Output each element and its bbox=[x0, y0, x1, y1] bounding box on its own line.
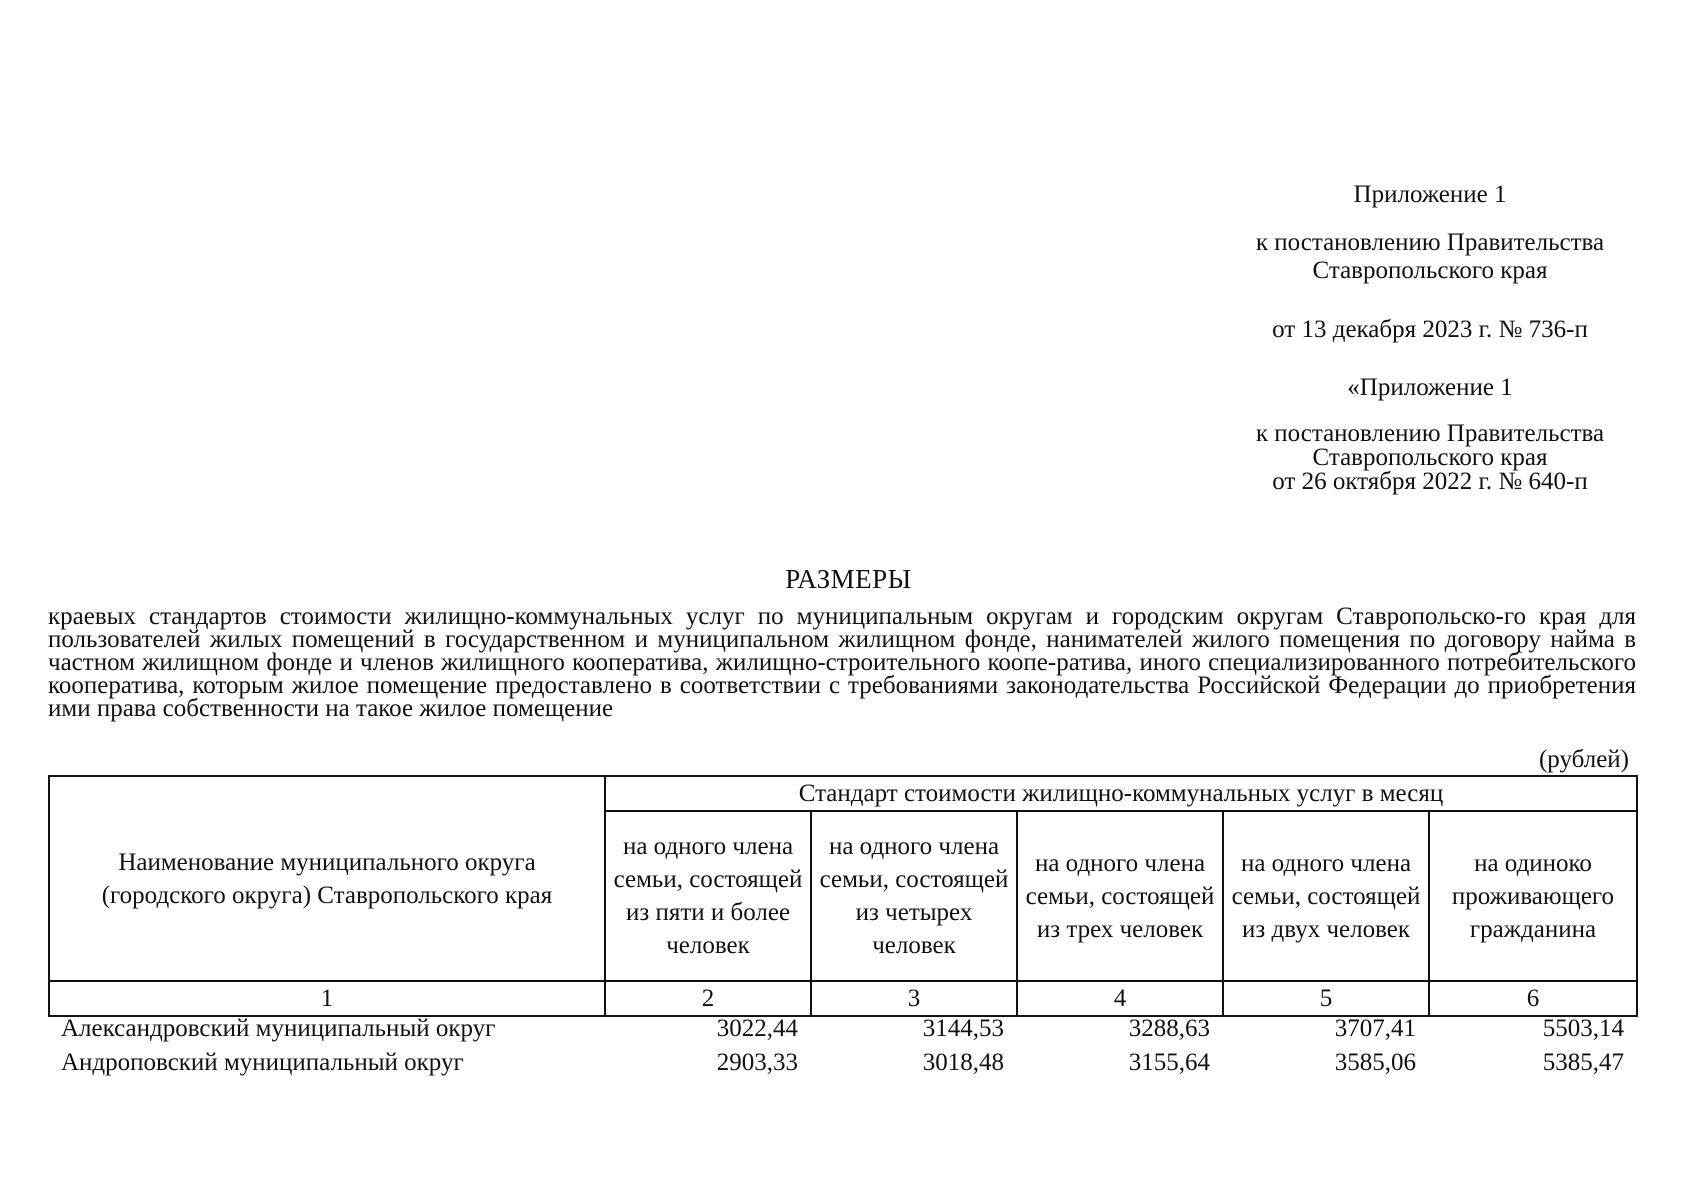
column-number: 3 bbox=[811, 981, 1017, 1016]
resolution-reference: к постановлению Правительства Ставропольского края bbox=[1255, 229, 1605, 284]
column-number: 5 bbox=[1223, 981, 1429, 1016]
cost-value: 3707,41 bbox=[1334, 1015, 1416, 1042]
column-header-two: на одного члена семьи, состоящей из двух человек bbox=[1223, 811, 1429, 981]
document-description: краевых стандартов стоимости жилищно-коммунальных услуг по муниципальным округам и городским округам Ставропольско-го края для пользователей жилых помещений в государственном и муниципальном жилищном фонде, нанимателей жилого помещения по договору найма в частном жилищном фонде и членов жилищного кооператива, жилищно-строительного коопе-ратива, иного специализированного потребительского кооператива, которым жилое помещение предоставлено в соответствии с требованиями законодательства Российской Федерации до приобретения ими права собственности на такое жилое помещение bbox=[48, 603, 1636, 722]
column-header-four: на одного члена семьи, состоящей из четырех человек bbox=[811, 811, 1017, 981]
column-group-header: Стандарт стоимости жилищно-коммунальных услуг в месяц bbox=[605, 776, 1637, 811]
cost-value: 3155,64 bbox=[1128, 1049, 1210, 1076]
cost-value: 2903,33 bbox=[716, 1049, 798, 1076]
standards-table-body bbox=[48, 1012, 1636, 1080]
cost-value: 3018,48 bbox=[922, 1049, 1004, 1076]
standards-table-header bbox=[48, 775, 1638, 1017]
cost-value: 5503,14 bbox=[1542, 1015, 1624, 1042]
column-number: 4 bbox=[1017, 981, 1223, 1016]
municipality-name: Александровский муниципальный округ bbox=[61, 1015, 496, 1042]
table-row bbox=[48, 1046, 1636, 1080]
cost-value: 3022,44 bbox=[716, 1015, 798, 1042]
attachment-label: Приложение 1 bbox=[1353, 181, 1507, 208]
resolution-reference-quoted: к постановлению Правительства Ставропольского края от 26 октября 2022 г. № 640-п bbox=[1255, 420, 1605, 495]
column-number: 1 bbox=[49, 981, 605, 1016]
cost-value: 3144,53 bbox=[922, 1015, 1004, 1042]
column-header-single: на одиноко проживающего гражданина bbox=[1429, 811, 1637, 981]
column-number: 2 bbox=[605, 981, 811, 1016]
document-title: РАЗМЕРЫ bbox=[785, 564, 912, 594]
column-header-municipality: Наименование муниципального округа (городского округа) Ставропольского края bbox=[49, 776, 605, 981]
column-number: 6 bbox=[1429, 981, 1637, 1016]
units-label: (рублей) bbox=[1538, 746, 1629, 773]
attachment-label-quoted: «Приложение 1 bbox=[1347, 374, 1513, 401]
table-row bbox=[48, 1012, 1636, 1046]
resolution-date: от 13 декабря 2023 г. № 736-п bbox=[1272, 316, 1588, 343]
column-header-three: на одного члена семьи, состоящей из трех человек bbox=[1017, 811, 1223, 981]
municipality-name: Андроповский муниципальный округ bbox=[61, 1049, 464, 1076]
cost-value: 5385,47 bbox=[1542, 1049, 1624, 1076]
cost-value: 3288,63 bbox=[1128, 1015, 1210, 1042]
cost-value: 3585,06 bbox=[1334, 1049, 1416, 1076]
column-header-five-plus: на одного члена семьи, состоящей из пяти и более человек bbox=[605, 811, 811, 981]
